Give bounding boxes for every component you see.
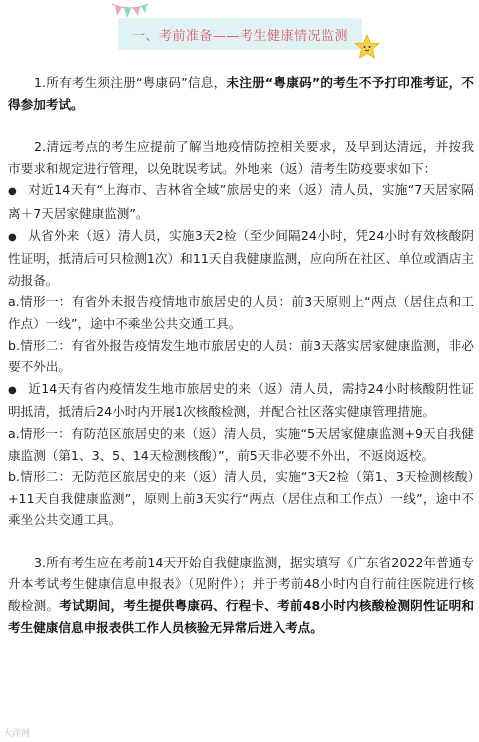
bullet-item-2: ● 从省外来（返）清人员，实施3天2检（至少间隔24小时，凭24小时有效核酸阴性证明，抵清后可只检测1次）和11天自我健康监测，应向所在社区、单位或酒店主动报备。 bbox=[8, 225, 474, 292]
paragraph-3-text: 3.所有考生应在考前14天开始自我健康监测，据实填写《广东省2022年普通专升本考试考生健康信息申报表》（见附件）；并于考前48小时内自行前往医院进行核酸检测。 bbox=[8, 554, 474, 614]
article-body bbox=[8, 72, 474, 638]
bullet-item-1: ● 对近14天有“上海市、吉林省全域”旅居史的来（返）清人员，实施“7天居家隔离＋7天居家健康监测”。 bbox=[8, 179, 474, 224]
paragraph-1 bbox=[8, 72, 474, 115]
header-banner bbox=[118, 18, 362, 50]
header-title: 一、考前准备——考生健康情况监测 bbox=[131, 28, 348, 44]
paragraph-1-text: 1.所有考生须注册“粤康码”信息， bbox=[34, 75, 227, 90]
section-header bbox=[0, 0, 479, 62]
star-icon bbox=[354, 34, 380, 60]
sub-item-2b: b.情形二：有省外报告疫情发生地市旅居史的人员：前3天落实居家健康监测，非必要不外出。 bbox=[8, 337, 474, 375]
sub-item-3a: a.情形一：有防范区旅居史的来（返）清人员，实施“5天居家健康监测+9天自我健康监测（第1、3、5、14天检测核酸）”，前5天非必要不外出，不返岗返校。 bbox=[8, 425, 474, 463]
paragraph-3 bbox=[8, 552, 474, 638]
paragraph-1-bold: 未注册“粤康码”的考生不予打印准考证，不得参加考试。 bbox=[8, 75, 474, 112]
sub-item-3b: b.情形二：无防范区旅居史的来（返）清人员，实施“3天2检（第1、3天检测核酸）+11天自我健康监测”，原则上前3天实行“两点（居住点和工作点）一线”，途中不乘坐公共交通工具。 bbox=[8, 469, 474, 528]
bullet-item-3: ● 近14天有省内疫情发生地市旅居史的来（返）清人员，需持24小时核酸阴性证明抵清，抵清后24小时内开展1次核酸检测，并配合社区落实健康管理措施。 bbox=[8, 378, 474, 423]
sub-item-2a: a.情形一：有省外未报告疫情地市旅居史的人员：前3天原则上“两点（居住点和工作点）一线”，途中不乘坐公共交通工具。 bbox=[8, 294, 474, 331]
watermark: 大洋网 bbox=[3, 729, 31, 739]
paragraph-3-bold: 考试期间，考生提供粤康码、行程卡、考前48小时内核酸检测阴性证明和考生健康信息申报表供工作人员核验无异常后进入考点。 bbox=[8, 598, 475, 635]
paragraph-2-intro: 2.清远考点的考生应提前了解当地疫情防控相关要求，及早到达清远，并按我市要求和规定进行管理，以免耽误考试。外地来（返）清考生防疫要求如下： bbox=[8, 139, 474, 176]
